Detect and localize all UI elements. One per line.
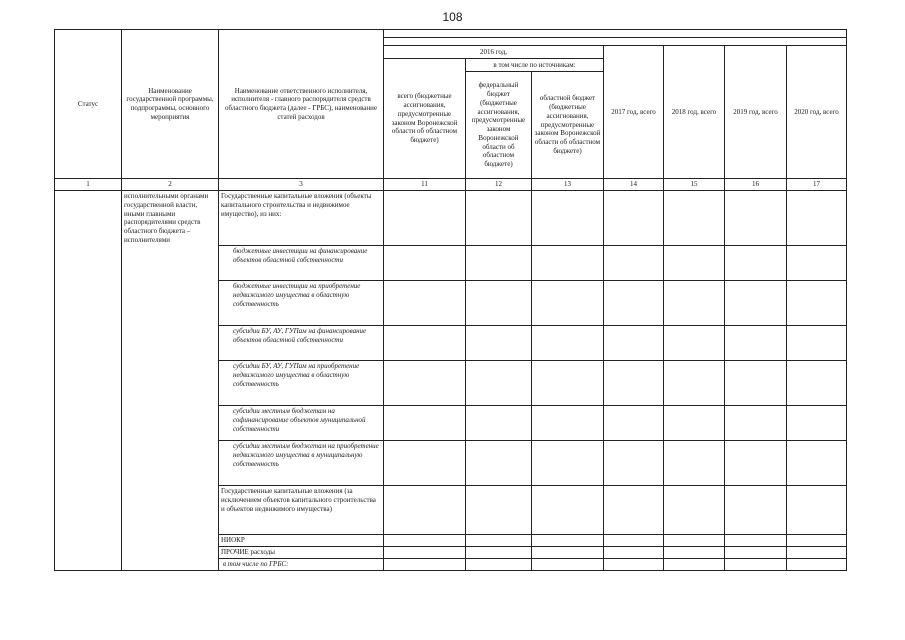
row-label: бюджетные инвестиции на приобретение недвижимого имущества в областную собственность xyxy=(219,281,384,326)
cell xyxy=(725,547,787,559)
header-federal: федеральный бюджет (бюджетные ассигнования, предусмотренные законом Воронежской области об областном бюджете) xyxy=(466,72,532,179)
cell xyxy=(532,361,604,406)
cell xyxy=(604,486,664,535)
column-number: 3 xyxy=(219,179,384,191)
header-2019: 2019 год, всего xyxy=(725,46,787,179)
header-program-name: Наименование государственной программы, подпрограммы, основного мероприятия xyxy=(122,30,219,179)
cell xyxy=(384,361,466,406)
cell xyxy=(384,326,466,361)
cell xyxy=(725,406,787,441)
cell xyxy=(664,246,725,281)
cell xyxy=(787,191,847,246)
cell xyxy=(532,281,604,326)
header-2020: 2020 год, всего xyxy=(787,46,847,179)
cell xyxy=(664,191,725,246)
cell xyxy=(532,326,604,361)
cell xyxy=(532,441,604,486)
column-number: 14 xyxy=(604,179,664,191)
cell xyxy=(532,547,604,559)
row-label: субсидии местным бюджетам на приобретение недвижимого имущества в муниципальную собственность xyxy=(219,441,384,486)
row-label: в том числе по ГРБС: xyxy=(219,559,384,571)
cell xyxy=(384,441,466,486)
column-number: 15 xyxy=(664,179,725,191)
header-year-2016: 2016 год, xyxy=(384,46,604,59)
column-number: 17 xyxy=(787,179,847,191)
cell xyxy=(664,281,725,326)
cell xyxy=(532,535,604,547)
column-number: 16 xyxy=(725,179,787,191)
cell xyxy=(604,326,664,361)
header-total: всего (бюджетные ассигнования, предусмотренные законом Воронежской области об областном бюджете) xyxy=(384,59,466,179)
header-blank-second xyxy=(384,38,847,46)
cell xyxy=(787,281,847,326)
column-number: 12 xyxy=(466,179,532,191)
cell xyxy=(664,559,725,571)
cell xyxy=(384,486,466,535)
cell xyxy=(604,406,664,441)
cell xyxy=(725,326,787,361)
cell xyxy=(384,281,466,326)
budget-table xyxy=(54,29,847,571)
cell xyxy=(604,191,664,246)
header-sources: в том числе по источникам: xyxy=(466,59,604,72)
row-label: субсидии местным бюджетам на софинансирование объектов муниципальной собственности xyxy=(219,406,384,441)
cell xyxy=(664,326,725,361)
cell xyxy=(725,191,787,246)
header-2017: 2017 год, всего xyxy=(604,46,664,179)
cell xyxy=(787,486,847,535)
cell xyxy=(466,441,532,486)
cell xyxy=(787,406,847,441)
cell xyxy=(466,361,532,406)
cell xyxy=(787,559,847,571)
header-regional: областной бюджет (бюджетные ассигнования, предусмотренные законом Воронежской области об областном бюджете) xyxy=(532,72,604,179)
cell xyxy=(604,441,664,486)
cell xyxy=(787,441,847,486)
column-number-row xyxy=(55,179,847,191)
cell xyxy=(384,406,466,441)
cell xyxy=(787,361,847,406)
cell xyxy=(787,547,847,559)
status-cell xyxy=(55,191,122,571)
cell xyxy=(466,559,532,571)
cell xyxy=(787,535,847,547)
program-cell: исполнительными органами государственной власти, иными главными распорядителями средств областного бюджета – исполнителями xyxy=(122,191,219,571)
cell xyxy=(466,535,532,547)
cell xyxy=(532,486,604,535)
cell xyxy=(384,191,466,246)
cell xyxy=(532,406,604,441)
row-label: субсидии БУ, АУ, ГУПам на приобретение недвижимого имущества в областную собственность xyxy=(219,361,384,406)
cell xyxy=(787,246,847,281)
cell xyxy=(532,246,604,281)
cell xyxy=(466,547,532,559)
cell xyxy=(604,559,664,571)
row-label: бюджетные инвестиции на финансирование объектов областной собственности xyxy=(219,246,384,281)
cell xyxy=(725,361,787,406)
cell xyxy=(466,406,532,441)
cell xyxy=(664,441,725,486)
cell xyxy=(384,535,466,547)
cell xyxy=(384,547,466,559)
page-number: 108 xyxy=(442,10,463,24)
header-2018: 2018 год, всего xyxy=(664,46,725,179)
cell xyxy=(725,486,787,535)
cell xyxy=(664,486,725,535)
row-label: НИОКР xyxy=(219,535,384,547)
header-blank-top xyxy=(384,30,847,38)
header-executor: Наименование ответственного исполнителя, исполнителя - главного распорядителя средств областного бюджета (далее - ГРБС), наименование статей расходов xyxy=(219,30,384,179)
cell xyxy=(604,535,664,547)
row-label: Государственные капитальные вложения (за исключением объектов капитального строительства и объектов недвижимого имущества) xyxy=(219,486,384,535)
cell xyxy=(466,326,532,361)
cell xyxy=(466,191,532,246)
cell xyxy=(725,535,787,547)
column-number: 2 xyxy=(122,179,219,191)
cell xyxy=(664,406,725,441)
cell xyxy=(725,559,787,571)
cell xyxy=(604,547,664,559)
cell xyxy=(725,246,787,281)
cell xyxy=(604,246,664,281)
row-label: ПРОЧИЕ расходы xyxy=(219,547,384,559)
cell xyxy=(532,191,604,246)
column-number: 13 xyxy=(532,179,604,191)
row-label: Государственные капитальные вложения (объекты капитального строительства и недвижимое имущество), из них: xyxy=(219,191,384,246)
cell xyxy=(664,361,725,406)
cell xyxy=(532,559,604,571)
cell xyxy=(787,326,847,361)
cell xyxy=(466,246,532,281)
row-label: субсидии БУ, АУ, ГУПам на финансирование объектов областной собственности xyxy=(219,326,384,361)
column-number: 1 xyxy=(55,179,122,191)
cell xyxy=(664,547,725,559)
cell xyxy=(725,281,787,326)
cell xyxy=(604,361,664,406)
cell xyxy=(384,246,466,281)
column-number: 11 xyxy=(384,179,466,191)
table-row xyxy=(55,191,847,246)
cell xyxy=(466,281,532,326)
cell xyxy=(604,281,664,326)
cell xyxy=(384,559,466,571)
cell xyxy=(725,441,787,486)
cell xyxy=(466,486,532,535)
cell xyxy=(664,535,725,547)
header-status: Статус xyxy=(55,30,122,179)
